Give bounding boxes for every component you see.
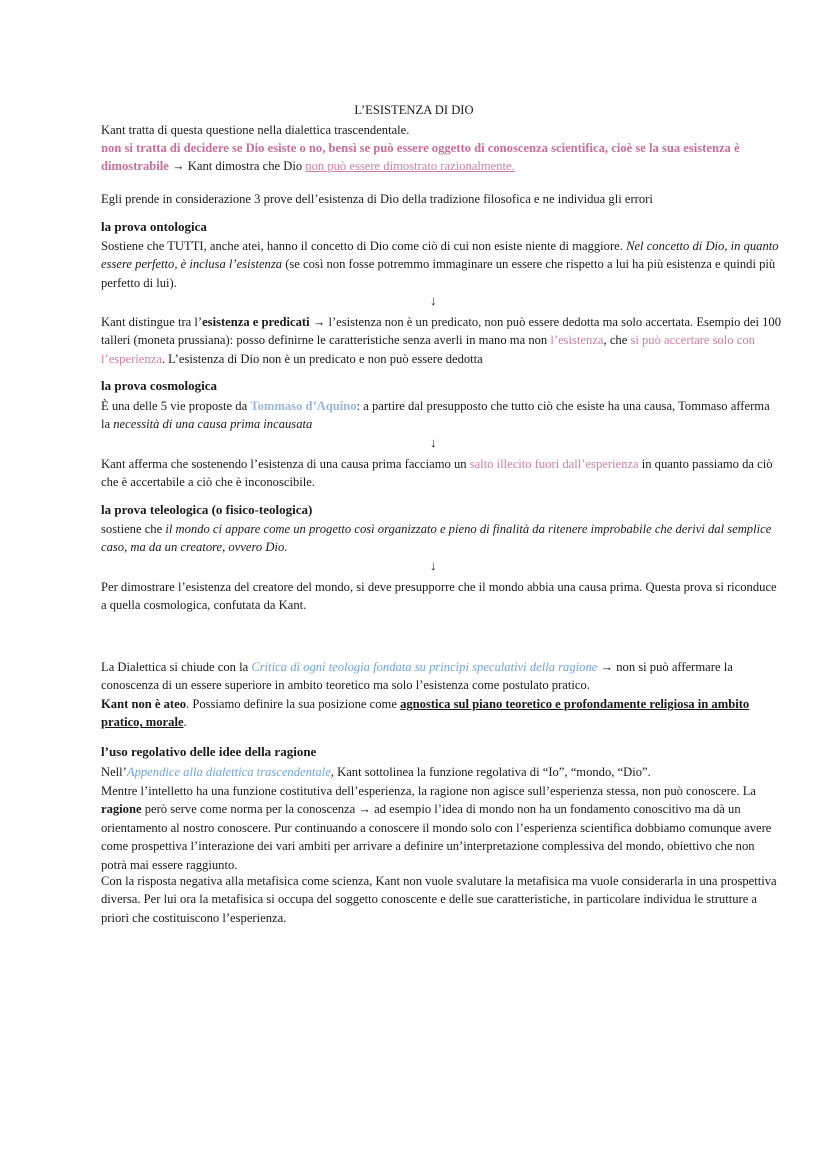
- text-run: Kant distingue tra l’: [101, 315, 203, 329]
- arrow-down-icon: ↓: [430, 293, 437, 308]
- text-run: , Kant sottolinea la funzione regolativa di “Io”, “mondo, “Dio”.: [330, 765, 651, 779]
- bold-run: ragione: [101, 802, 142, 817]
- heading-ontologica: la prova ontologica: [101, 219, 207, 234]
- dialettica-paragraph-1: [101, 658, 781, 695]
- text-run: La Dialettica si chiude con la: [101, 660, 252, 674]
- heading-regolativo: l’uso regolativo delle idee della ragione: [101, 744, 317, 759]
- blue-run: Tommaso d’Aquino: [250, 399, 357, 413]
- page-title: L’ESISTENZA DI DIO: [354, 103, 474, 117]
- heading-cosmologica: la prova cosmologica: [101, 378, 218, 393]
- text-run: Mentre l’intelletto ha una funzione costitutiva dell’esperienza, la ragione non agisce sull’esperienza stessa, non può conoscere. La: [101, 784, 756, 798]
- arrow-down-icon: ↓: [430, 435, 437, 450]
- intro-statement: [101, 139, 781, 176]
- text-run: → non si può affermare la conoscenza di un essere superiore in ambito teoretico ma solo l’esistenza come postulato pratico.: [101, 660, 733, 693]
- cosmologica-paragraph-1: [101, 397, 781, 434]
- pink-run: l’esistenza: [550, 333, 604, 348]
- text-run: . L’esistenza di Dio non è un predicato e non può essere dedotta: [161, 351, 483, 366]
- regolativo-paragraph-1: [101, 763, 781, 781]
- intro-three-proofs: Egli prende in considerazione 3 prove dell’esistenza di Dio della tradizione filosofica e ne individua gli errori: [101, 192, 653, 206]
- text-run: , che: [603, 333, 631, 348]
- intro-underlined: non può essere dimostrato razionalmente.: [305, 159, 515, 174]
- cosmologica-paragraph-2: [101, 455, 781, 492]
- text-run: .: [183, 715, 187, 730]
- bold-run: esistenza e predicati: [202, 315, 310, 329]
- text-run: però serve come norma per la conoscenza → ad esempio l’idea di mondo non ha un fondamento conoscitivo ma dà un orientamento al nostro conoscere. Pur continuando a conoscere il mondo solo con l’esperienza scientifica dobbiamo comunque avere come prospettiva l’interazione dei vari ambiti per arrivare a definire un’interpretazione complessiva del mondo, obiettivo che non potrà mai essere raggiunto.: [101, 802, 772, 872]
- ontologica-paragraph-2: [101, 313, 781, 368]
- intro-line: Kant tratta di questa questione nella dialettica trascendentale.: [101, 123, 410, 137]
- intro-arrow-text: → Kant dimostra che Dio: [168, 159, 306, 174]
- arrow-down-icon: ↓: [430, 558, 437, 573]
- regolativo-paragraph-2: [101, 782, 781, 874]
- text-run: (se così non fosse potremmo immaginare un essere che rispetto a lui ha più esistenza e quindi più perfetto di lui).: [101, 257, 776, 290]
- text-run: Sostiene che TUTTI, anche atei, hanno il concetto di Dio come ciò di cui non esiste niente di maggiore.: [101, 239, 627, 253]
- heading-teleologica: la prova teleologica (o fisico-teologica): [101, 502, 313, 517]
- regolativo-paragraph-3: Con la risposta negativa alla metafisica come scienza, Kant non vuole svalutare la metafisica ma vuole considerarla in una prospettiva diversa. Per lui ora la metafisica si occupa del soggetto conoscente e delle sue caratteristiche, in particolare individua le strutture a priori che costituiscono l’esperienza.: [101, 874, 777, 925]
- ontologica-paragraph-1: [101, 237, 781, 292]
- italic-run: il mondo ci appare come un progetto così organizzato e pieno di finalità da ritenere improbabile che derivi dal semplice caso, ma da un creatore, ovvero Dio.: [101, 522, 772, 555]
- text-run: in quanto passiamo da ciò che è accertabile a ciò che è inconoscibile.: [101, 457, 773, 490]
- italic-run: necessità di una causa prima incausata: [113, 417, 313, 432]
- blue-run: Critica di ogni teologia fondata su princìpi speculativi della ragione: [251, 660, 598, 674]
- text-run: Nell’: [101, 765, 127, 779]
- underlined-bold-run: agnostica sul piano teoretico e profondamente religiosa in ambito pratico, morale: [101, 697, 750, 730]
- text-run: Kant afferma che sostenendo l’esistenza di una causa prima facciamo un: [101, 457, 470, 471]
- text-run: → l’esistenza non è un predicato, non può essere dedotta ma solo accertata. Esempio dei 100 talleri (moneta prussiana): posso definirne le caratteristiche senza averli in mano ma non: [101, 315, 781, 348]
- text-run: sostiene che: [101, 522, 166, 536]
- intro-pink-bold: non si tratta di decidere se Dio esiste o no, bensì se può essere oggetto di conoscenza scientifica, cioè se la sua esistenza è dimostrabile: [101, 141, 740, 174]
- text-run: È una delle 5 vie proposte da: [101, 399, 251, 413]
- teleologica-paragraph-1: [101, 520, 781, 557]
- bold-run: Kant non è ateo: [101, 697, 187, 711]
- text-run: . Possiamo definire la sua posizione come: [186, 697, 401, 711]
- blue-run: Appendice alla dialettica trascendentale: [126, 765, 331, 779]
- pink-run: salto illecito fuori dall’esperienza: [469, 457, 639, 471]
- dialettica-paragraph-2: [101, 695, 781, 732]
- text-run: : a partire dal presupposto che tutto ciò che esiste ha una causa, Tommaso afferma la: [101, 399, 770, 432]
- teleologica-paragraph-2: Per dimostrare l’esistenza del creatore del mondo, si deve presupporre che il mondo abbia una causa prima. Questa prova si riconduce a quella cosmologica, confutata da Kant.: [101, 580, 777, 613]
- italic-run: Nel concetto di Dio, in quanto essere perfetto, è inclusa l’esistenza: [101, 239, 779, 272]
- pink-run: si può accertare solo con l’esperienza: [101, 333, 755, 366]
